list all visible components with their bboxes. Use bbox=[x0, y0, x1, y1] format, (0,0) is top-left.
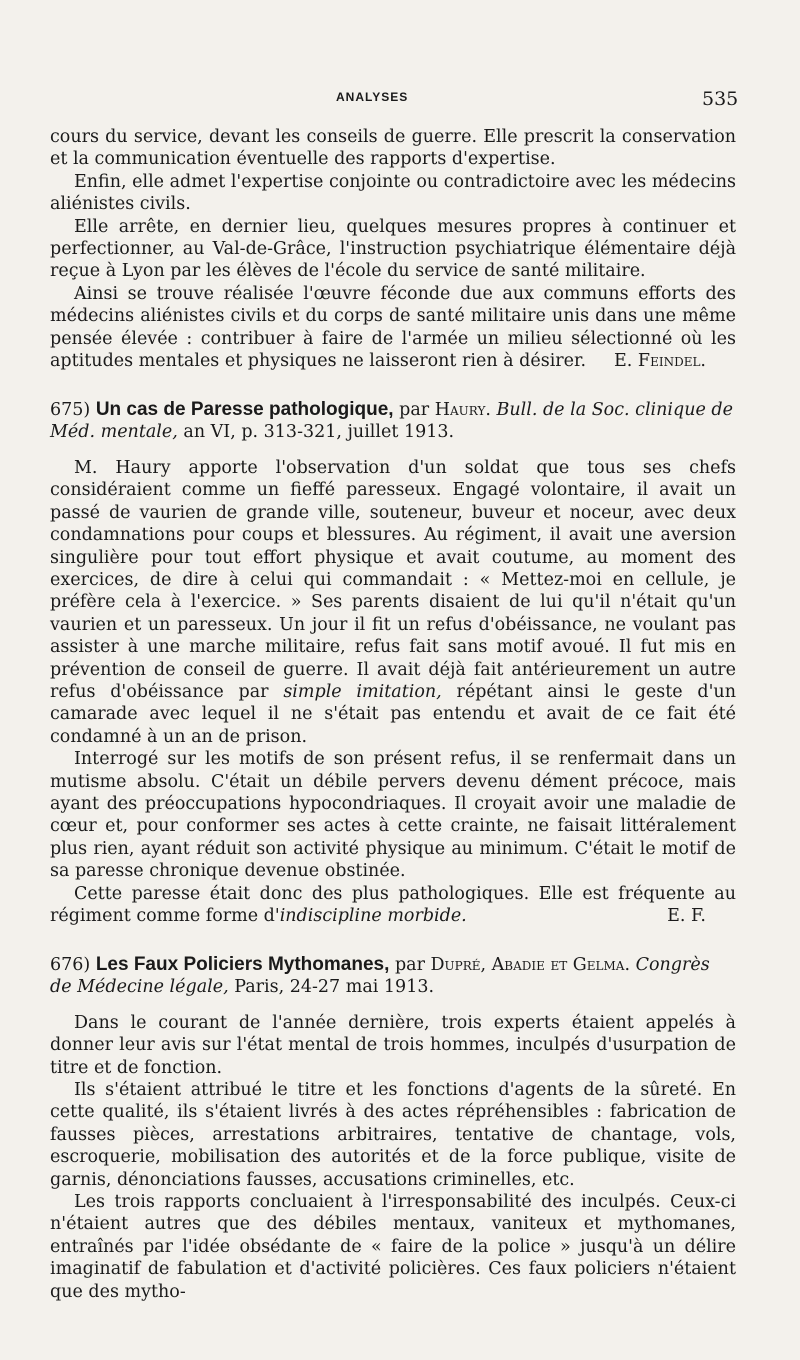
entry-675-by: par bbox=[399, 399, 430, 420]
entry-676-paragraph-2: Ils s'étaient attribué le titre et les fonctions d'agents de la sûreté. En cette qualité, ils s'étaient livrés à des actes répréhensibles : fabrication de fausses pièces, arrestations arbitraires, tentative de chantage, vols, escroquerie, mobilisation des autorités et de la force publique, visite de garnis, dénonciations fausses, accusations criminelles, etc. bbox=[50, 1080, 736, 1190]
entry-675-signature: E. F. bbox=[667, 906, 706, 927]
intro-signature: E. Feindel. bbox=[614, 351, 706, 372]
entry-675-number: 675) bbox=[50, 399, 91, 420]
entry-676-title: Les Faux Policiers Mythomanes, bbox=[95, 953, 390, 975]
intro-paragraph-2: Enfin, elle admet l'expertise conjointe ou contradictoire avec les médecins aliénistes civils. bbox=[50, 171, 736, 215]
intro-paragraph-3: Elle arrête, en dernier lieu, quelques mesures propres à continuer et perfectionner, au Val-de-Grâce, l'instruction psychiatrique élémentaire déjà reçue à Lyon par les élèves de l'école du service de santé militaire. bbox=[50, 216, 736, 282]
page-number: 535 bbox=[702, 88, 739, 110]
entry-675-paragraph-2: Interrogé sur les motifs de son présent refus, il se renfermait dans un mutisme absolu. C'était un débile pervers devenu dément précoce, mais ayant des préoccupations hypocondriaques. Il croyait avoir une maladie de cœur et, pour conformer ses actes à cette crainte, ne faisait littéralement plus rien, ayant réduit son activité physique au minimum. C'était le motif de sa paresse chronique devenue obstinée. bbox=[50, 749, 736, 882]
intro-paragraph-4: Ainsi se trouve réalisée l'œuvre féconde due aux communs efforts des médecins aliénistes civils et du corps de santé militaire unis dans une même pensée élevée : contribuer à faire de l'armée un milieu sélectionné où les aptitudes mentales et physiques ne laisseront rien à désirer. bbox=[50, 283, 736, 372]
entry-676-paragraph-3: Les trois rapports concluaient à l'irresponsabilité des inculpés. Ceux-ci n'étaient autres que des débiles mentaux, vaniteux et mythomanes, entraînés par l'idée obsédante de « faire de la police » jusqu'à un délire imaginatif de fabulation et d'activité policières. Ces faux policiers n'étaient que des mytho- bbox=[50, 1192, 736, 1302]
entry-675-title: Un cas de Paresse pathologique, bbox=[95, 398, 394, 420]
entry-675-journal: Bull. de la Soc. clinique de Méd. mentale, bbox=[50, 399, 733, 442]
entry-676-heading bbox=[50, 954, 736, 998]
running-head bbox=[0, 90, 800, 110]
entry-676-details: Paris, 24-27 mai 1913. bbox=[234, 976, 435, 997]
entry-676-authors: Dupré, Abadie et Gelma. bbox=[430, 954, 631, 975]
entry-675-details: an VI, p. 313-321, juillet 1913. bbox=[183, 421, 455, 442]
entry-676-number: 676) bbox=[50, 954, 91, 975]
entry-676-paragraph-1: Dans le courant de l'année dernière, trois experts étaient appelés à donner leur avis sur l'état mental de trois hommes, inculpés d'usurpation de titre et de fonction. bbox=[50, 1012, 736, 1078]
entry-676-journal: Congrès de Médecine légale, bbox=[50, 954, 710, 997]
running-title: ANALYSES bbox=[336, 90, 409, 104]
entry-675-paragraph-3: Cette paresse était donc des plus pathologiques. Elle est fréquente au régiment comme forme d'indiscipline morbide. bbox=[50, 883, 736, 926]
page-body bbox=[50, 126, 736, 1303]
entry-676-by: par bbox=[394, 954, 425, 975]
entry-675-author: Haury. bbox=[434, 399, 491, 420]
entry-675-paragraph-1: M. Haury apporte l'observation d'un soldat que tous ses chefs considéraient comme un fieffé paresseux. Engagé volontaire, il avait un passé de vaurien de grande ville, souteneur, buveur et noceur, avec deux condamnations pour coups et blessures. Au régiment, il avait une aversion singulière pour tout effort physique et avait coutume, au moment des exercices, de dire à celui qui commandait : « Mettez-moi en cellule, je préfère cela à l'exercice. » Ses parents disaient de lui qu'il n'était qu'un vaurien et un paresseux. Un jour il fit un refus d'obéissance, ne voulant pas assister à une marche militaire, refus fait sans motif avoué. Il fut mis en prévention de conseil de guerre. Il avait déjà fait antérieurement un autre refus d'obéissance par simple imitation, répétant ainsi le geste d'un camarade avec lequel il ne s'était pas entendu et avait de ce fait été condamné à un an de prison. bbox=[50, 457, 736, 747]
intro-paragraph-1: cours du service, devant les conseils de guerre. Elle prescrit la conservation et la communication éventuelle des rapports d'expertise. bbox=[50, 127, 736, 170]
entry-675-heading bbox=[50, 399, 736, 443]
